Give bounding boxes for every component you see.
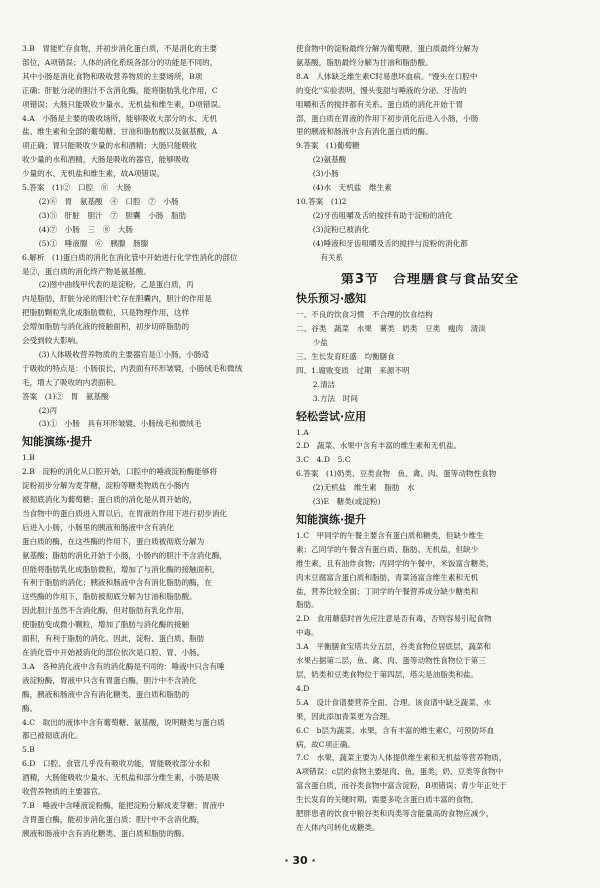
text-line: 3.方法 时间 <box>312 393 358 403</box>
text-line: 9.答案 (1)葡萄糖 <box>296 141 360 151</box>
text-line: 毛，增大了吸收的内表面积。 <box>22 377 121 387</box>
text-line: 3.A 平衡膳食宝塔共分五层，谷类食物位居底层，蔬菜和 <box>296 642 491 652</box>
text-line: 使食物中的淀粉最终分解为葡萄糖，蛋白质最终分解为 <box>296 44 479 53</box>
text-line: (2)无机盐 维生素 脂肪 水 <box>312 483 415 493</box>
text-line: (4)唾液和牙齿咀嚼及舌的搅拌与淀粉的消化都 <box>312 238 468 248</box>
section-heading: 知能演练·提升 <box>22 435 93 449</box>
text-line: 8.A 人体缺乏维生素C时易患坏血病。"馒头在口腔中 <box>296 71 478 81</box>
text-line: 5.A 设计食谱要营养全面、合理。该食谱中缺乏蔬菜、水 <box>296 697 491 707</box>
section-heading: 知能演练·提升 <box>296 513 367 526</box>
text-line: 二、谷类 蔬菜 水果 薯类 奶类 豆类 瘦肉 清淡 <box>296 324 486 334</box>
text-line: 2.清洁 <box>312 379 336 389</box>
text-line: 脂肪。 <box>296 600 319 610</box>
text-line: 氨基酸；脂肪的消化开始于小肠，小肠内的胆汁不含消化酶， <box>22 550 228 560</box>
text-line: 3.B 胃能贮存食物，并初步消化蛋白质，不是消化的主要 <box>22 44 218 53</box>
text-line: 6.D 口腔、食管几乎没有吸收功能，胃能吸收部分水和 <box>22 759 210 769</box>
text-line: 部位，A项错误；人体的消化系统各部分的功能是不同的， <box>22 57 218 67</box>
text-line: 2.D 蔬菜、水果中含有丰富的维生素和无机盐。 <box>296 441 462 451</box>
text-line: 酶。 <box>22 703 38 713</box>
text-line: 收少量的水和酒精，大肠是吸收的器官，能够吸收 <box>22 155 190 165</box>
text-line: 氨基酸，脂肪最终分解为甘油和脂肪酸。 <box>296 57 433 67</box>
text-line: 中毒。 <box>296 628 319 638</box>
text-line: 于吸收的特点是：小肠很长，内表面有环形皱襞，小肠绒毛和微绒 <box>22 363 243 373</box>
text-line: 4.D <box>296 683 310 693</box>
text-line: (3)⑤ 肝脏 胆汁 ⑦ 胆囊 小肠 脂肪 <box>38 210 187 220</box>
text-line: 4.C 取出的液体中含有葡萄糖、氨基酸，说明糖类与蛋白质 <box>22 717 225 727</box>
section-heading: 轻松尝试·应用 <box>296 409 367 423</box>
text-line: 1.C 甲同学的午餐主要含有蛋白质和糖类，但缺少维生 <box>296 530 484 540</box>
text-line: 7.B 唾液中含唾液淀粉酶，能把淀粉分解成麦芽糖；胃液中 <box>22 800 225 810</box>
text-line: 病，故C项正确。 <box>296 739 355 749</box>
text-line: (3)E 糖类(或淀粉) <box>312 497 381 507</box>
text-line: 维生素，且有油炸食物；丙同学的午餐中，米饭富含糖类， <box>296 558 494 568</box>
text-line: 生长发育的关键时期，需要多吃含蛋白质丰富的食物， <box>296 795 479 805</box>
text-line: 富含蛋白质，而谷类食物中富含淀粉，B项错误；青少年正处于 <box>296 781 507 791</box>
text-line: 项正确；胃只能吸收少量的水和酒精；大肠只能吸收 <box>22 141 197 151</box>
text-line: 3.A 各种消化液中含有的消化酶是不同的：唾液中只含有唾 <box>22 661 225 671</box>
text-line: 后进入小肠，小肠里的胰液和肠液中含有消化 <box>22 522 174 532</box>
text-line: (4)水 无机盐 维生素 <box>312 183 392 193</box>
text-line: (2)氨基酸 <box>312 155 347 165</box>
text-line: 4.A 小肠是主要的吸收场所，能够吸收大部分的水、无机 <box>22 113 217 123</box>
text-line: 含胃蛋白酶，能初步消化蛋白质；胆汁中不含消化酶， <box>22 814 205 824</box>
text-line: 酶，胰液和肠液中含有消化糖类、蛋白质和脂肪的 <box>22 689 190 699</box>
text-line: 收营养物质的主要器官。 <box>22 787 106 797</box>
text-line: 水果占据第二层，鱼、禽、肉、蛋等动物性食物位于第三 <box>296 656 486 666</box>
text-line: 内是脂肪，肝脏分泌的胆汁贮存在胆囊内，胆汁的作用是 <box>22 294 212 304</box>
text-line: 在人体内可转化成糖类。 <box>296 822 380 832</box>
text-line: 当食物中的蛋白质进入胃以后，在胃液的作用下进行初步消化 <box>22 508 228 518</box>
text-line: 6.C b层为蔬菜、水果，含有丰富的维生素C，可预防坏血 <box>296 725 495 735</box>
text-line: 四、1.腐败变质 过期 来源不明 <box>296 365 410 375</box>
text-line: 2.B 淀粉的消化从口腔开始，口腔中的唾液淀粉酶能够将 <box>22 467 218 477</box>
text-line: (5)① 唾液腺 ⑥ 胰腺 肠腺 <box>38 238 149 248</box>
text-line: (2)图中曲线甲代表的是淀粉，乙是蛋白质，丙 <box>38 280 194 290</box>
text-line: 咀嚼和舌的搅拌都有关系。蛋白质的消化开始于胃 <box>296 99 464 109</box>
text-line: 5.B <box>22 745 35 755</box>
text-line: 2.D 食用蘑菇时首先应注意是否有毒，否则容易引起食物 <box>296 614 492 624</box>
text-line: 面积，有利于脂肪的消化。因此，淀粉、蛋白质、脂肪 <box>22 634 205 644</box>
text-line: 部，蛋白质在胃液的作用下初步消化后进入小肠，小肠 <box>296 113 479 123</box>
text-line: 会增加脂肪与消化液的接触面积，初步切碎脂肪的 <box>22 322 190 332</box>
text-line: 里的胰液和肠液中含有消化蛋白质的酶。 <box>296 127 433 137</box>
text-line: 都已被彻底消化。 <box>22 731 83 741</box>
text-line: 酒精，大肠能吸收少量水、无机盐和部分维生素，小肠是吸 <box>22 773 220 783</box>
text-line: (2)丙 <box>38 405 58 415</box>
text-line: 一、不良的饮食习惯 不合理的饮食结构 <box>296 310 433 320</box>
text-line: 是②，蛋白质的消化终产物是氨基酸。 <box>22 266 152 276</box>
text-line: 果，因此添加青菜更为合理。 <box>296 711 395 721</box>
text-line: A项错误；c层的食物主要是肉、鱼、蛋类，奶、豆类等食物中 <box>296 767 504 777</box>
text-line: 盐、维生素和全部的葡萄糖、甘油和脂肪酸以及氨基酸，A <box>22 127 218 137</box>
text-line: (3)淀粉已被消化 <box>312 224 370 234</box>
text-line: 在消化管中开始被消化的部位依次是口腔、胃、小肠。 <box>22 647 205 657</box>
text-line: (3)① 小肠 具有环形皱襞、小肠绒毛和微绒毛 <box>38 419 202 429</box>
text-line: 盐，营养比较全面；丁同学的午餐营养成分缺少糖类和 <box>296 586 479 596</box>
right-column <box>296 42 564 835</box>
text-line: 有关系 <box>320 252 344 262</box>
text-line: 5.答案 (1)② 口腔 ⑧ 大肠 <box>22 183 132 193</box>
text-line: 项错误；大肠只能吸收少量水、无机盐和维生素，D项错误。 <box>22 99 226 109</box>
text-line: 1.B <box>22 453 35 463</box>
text-line: 淀粉初步分解为麦芽糖，淀粉等糖类物质在小肠内 <box>22 481 190 491</box>
text-line: (3)小肠 <box>312 169 339 179</box>
text-line: 肉末豆腐富含蛋白质和脂肪，青菜汤富含维生素和无机 <box>296 572 479 582</box>
text-line: 蛋白质的酶，在这些酶的作用下，蛋白质被彻底分解为 <box>22 536 205 546</box>
text-line: 10.答案 (1)2 <box>296 196 347 206</box>
text-line: 液淀粉酶，胃液中只含有胃蛋白酶，胆汁中不含消化 <box>22 675 197 685</box>
text-line: 少盐 <box>312 338 328 348</box>
text-line: 但能将脂肪乳化成脂肪微粒，增加了与消化酶的接触面积， <box>22 564 220 574</box>
text-line: 1.A <box>296 427 309 437</box>
text-line: 肥胖患者的饮食中粮谷类和肉类等含能量高的食物应减少， <box>296 809 494 819</box>
text-line: (2)⑥ 胃 氨基酸 ④ 口腔 ⑦ 小肠 <box>38 196 179 206</box>
text-line: 其中小肠是消化食物和吸收营养物质的主要场所，B项 <box>22 71 203 81</box>
text-line: 层，奶类和豆类食物位于第四层，塔尖是油脂类和盐。 <box>296 669 479 679</box>
text-line: (3)人体吸收营养物质的主要器官是①小肠，小肠适 <box>38 349 209 359</box>
text-line: (2)牙齿咀嚼及舌的搅拌有助于淀粉的消化 <box>312 210 453 220</box>
text-line: 把脂肪颗粒乳化成脂肪微粒，只是物理作用，这样 <box>22 308 190 318</box>
text-line: 答案 (1)② 胃 氨基酸 <box>22 391 109 401</box>
text-line: 3.C 4.D 5.C <box>296 455 351 465</box>
text-line: 正确；肝脏分泌的胆汁不含消化酶，能将脂肪乳化作用，C <box>22 85 218 95</box>
text-line: 这些酶的作用下，脂肪被彻底分解为甘油和脂肪酸。 <box>22 592 197 602</box>
text-line: 少量的水、无机盐和维生素，故A项错误。 <box>22 169 165 179</box>
text-line: (4)⑦ 小肠 三 ⑧ 大肠 <box>38 224 134 234</box>
text-line: 的变化"实验表明，馒头变甜与唾液的分泌、牙齿的 <box>296 85 467 95</box>
text-line: 被彻底消化为葡萄糖；蛋白质的消化是从胃开始的， <box>22 495 197 504</box>
text-line: 使脂肪变成微小颗粒，增加了脂肪与消化酶的接触 <box>22 620 190 630</box>
text-line: 会受到较大影响。 <box>22 336 83 346</box>
text-line: 6.解析 (1)蛋白质的消化在消化管中开始进行化学性消化的部位 <box>22 252 238 262</box>
text-line: 三、生长发育旺盛 均衡膳食 <box>296 352 395 362</box>
section-title: 第3节 合理膳食与食品安全 <box>340 272 520 287</box>
text-line: 胰液和肠液中含有消化糖类、蛋白质和脂肪的酶。 <box>22 828 190 838</box>
text-line: 6.答案 (1)奶类、豆类食物 鱼、禽、肉、蛋等动物性食物 <box>296 469 497 479</box>
text-line: 7.C 水果、蔬菜主要为人体提供维生素和无机盐等营养物质， <box>296 753 507 763</box>
text-line: 素；乙同学的午餐含有蛋白质、脂肪、无机盐，但缺少 <box>296 544 479 554</box>
left-column <box>22 42 290 841</box>
text-line: 有利于脂肪的消化；胰液和肠液中含有消化脂肪的酶，在 <box>22 578 212 588</box>
section-heading: 快乐预习·感知 <box>296 292 367 306</box>
text-line: 因此胆汁虽然不含消化酶，但对脂肪有乳化作用， <box>22 606 190 616</box>
page-number: · 30 · <box>284 854 316 867</box>
